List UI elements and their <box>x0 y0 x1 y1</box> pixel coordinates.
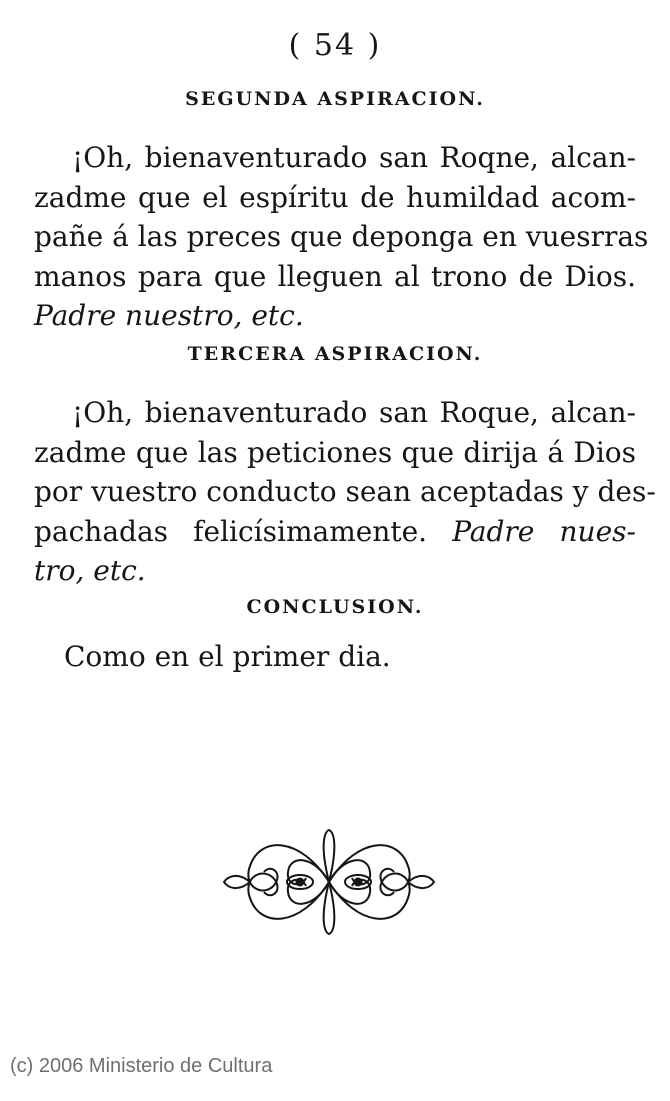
page-number: ( 54 ) <box>288 28 382 63</box>
closing-formula-end: tro, etc. <box>34 554 146 587</box>
text-fragment: pachadas felicísimamente. <box>34 514 428 548</box>
closing-formula-start: Padre nues- <box>452 514 636 548</box>
text-line: ¡Oh, bienaventurado san Roqne, alcan- <box>72 141 636 174</box>
closing-formula: Padre nuestro, etc. <box>34 299 304 332</box>
calligraphic-flourish-icon <box>220 826 438 938</box>
text-line: por vuestro conducto sean aceptadas y des- <box>34 475 656 508</box>
text-line-with-closing <box>34 512 636 552</box>
section-heading-segunda: SEGUNDA ASPIRACION. <box>185 88 485 110</box>
section-heading-conclusion: CONCLUSION. <box>246 596 424 618</box>
text-line: pañe á las preces que deponga en vuesrras <box>34 220 649 253</box>
text-line: manos para que lleguen al trono de Dios. <box>34 259 636 293</box>
text-line: Como en el primer dia. <box>64 640 391 673</box>
text-line: zadme que las peticiones que dirija á Dios <box>34 435 636 469</box>
text-line: zadme que el espíritu de humildad acom- <box>34 180 636 214</box>
paragraph-tercera <box>34 393 656 591</box>
paragraph-conclusion <box>64 637 624 677</box>
section-heading-tercera: TERCERA ASPIRACION. <box>187 343 483 365</box>
copyright-notice: (c) 2006 Ministerio de Cultura <box>10 1055 273 1077</box>
text-line: ¡Oh, bienaventurado san Roque, alcan- <box>72 396 636 429</box>
paragraph-segunda <box>34 138 649 336</box>
